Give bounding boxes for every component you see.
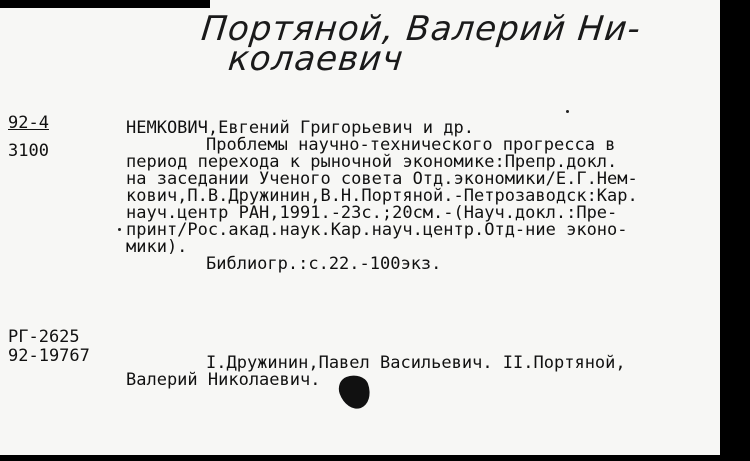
entry-1-line: мики). — [126, 237, 188, 257]
speck — [566, 110, 569, 113]
entry-2 — [126, 355, 716, 389]
entry-1-line: период перехода к рыночной экономике:Препр.докл. — [126, 152, 618, 172]
entry-1-line: принт/Рос.акад.наук.Кар.науч.центр.Отд-ние эконо- — [126, 220, 628, 240]
handwritten-heading — [197, 9, 643, 79]
call-number-2: 3100 — [8, 141, 49, 161]
entry-1-line: науч.центр РАН,1991.-23с.;20см.-(Науч.докл.:Пре- — [126, 203, 618, 223]
handwritten-line-2: колаевич — [226, 39, 406, 79]
entry-2-line: I.Дружинин,Павел Васильевич. II.Портяной, — [206, 353, 626, 373]
entry-1-line: Библиогр.:с.22.-100экз. — [206, 254, 442, 274]
call-number-3: РГ-2625 — [8, 327, 80, 347]
entry-1-line: кович,П.В.Дружинин,В.Н.Портяной.-Петрозаводск:Кар. — [126, 186, 638, 206]
scan-edge — [0, 0, 210, 8]
call-number-4: 92-19767 — [8, 346, 90, 366]
speck — [118, 228, 121, 231]
entry-1-line: Проблемы научно-технического прогресса в — [206, 135, 616, 155]
entry-2-line: Валерий Николаевич. — [126, 370, 321, 390]
entry-1-line: на заседании Ученого совета Отд.экономики/Е.Г.Нем- — [126, 169, 638, 189]
entry-1-line: НЕМКОВИЧ,Евгений Григорьевич и др. — [126, 118, 474, 138]
entry-1 — [126, 120, 716, 273]
handwritten-line-1: Портяной, Валерий Ни- — [199, 9, 643, 49]
call-number-1: 92-4 — [8, 113, 49, 133]
